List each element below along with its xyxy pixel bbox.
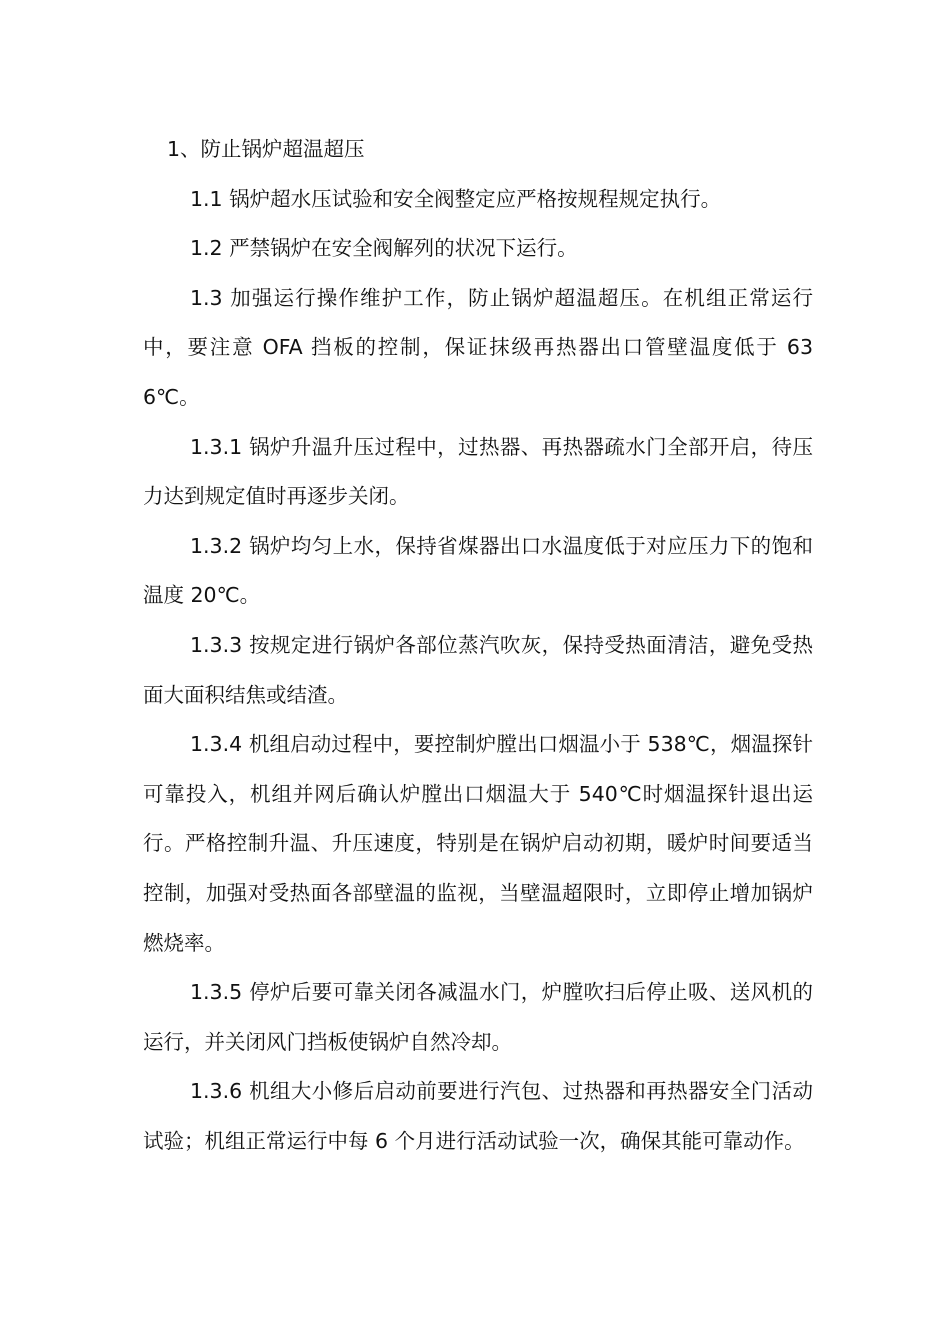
section-heading: 1、防止锅炉超温超压 — [167, 137, 365, 161]
paragraph-1-3-6: 1.3.6 机组大小修后启动前要进行汽包、过热器和再热器安全门活动试验；机组正常运行中每 6 个月进行活动试验一次，确保其能可靠动作。 — [143, 1079, 813, 1153]
paragraph-1-3-5: 1.3.5 停炉后要可靠关闭各减温水门，炉膛吹扫后停止吸、送风机的运行，并关闭风门挡板使锅炉自然冷却。 — [143, 980, 813, 1054]
paragraph-1-3-1: 1.3.1 锅炉升温升压过程中，过热器、再热器疏水门全部开启，待压力达到规定值时再逐步关闭。 — [143, 434, 813, 509]
paragraph-1-3-3: 1.3.3 按规定进行锅炉各部位蒸汽吹灰，保持受热面清洁，避免受热面大面积结焦或结渣。 — [143, 632, 813, 707]
paragraph-1-3-4: 1.3.4 机组启动过程中，要控制炉膛出口烟温小于 538℃，烟温探针可靠投入，机组并网后确认炉膛出口烟温大于 540℃时烟温探针退出运行。严格控制升温、升压速度，特别是在锅炉启动初期，暖炉时间要适当控制，加强对受热面各部壁温的监视，当壁温超限时，立即停止增加锅炉燃烧率。 — [143, 732, 813, 955]
paragraph-1-2: 1.2 严禁锅炉在安全阀解列的状况下运行。 — [190, 236, 578, 261]
paragraph-1-3: 1.3 加强运行操作维护工作，防止锅炉超温超压。在机组正常运行中，要注意 OFA 挡板的控制，保证抹级再热器出口管壁温度低于 636℃。 — [143, 285, 813, 409]
document-body — [143, 125, 813, 1166]
paragraph-1-1: 1.1 锅炉超水压试验和安全阀整定应严格按规程规定执行。 — [190, 186, 722, 211]
paragraph-1-3-2: 1.3.2 锅炉均匀上水，保持省煤器出口水温度低于对应压力下的饱和温度 20℃。 — [143, 533, 813, 608]
